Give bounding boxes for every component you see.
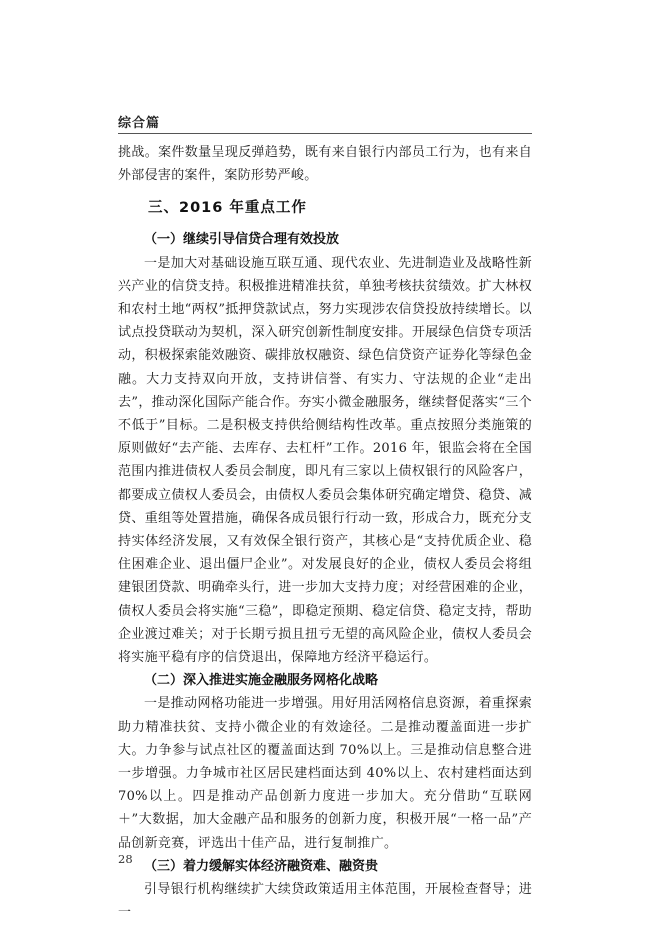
- intro-paragraph: 挑战。案件数量呈现反弹趋势，既有来自银行内部员工行为，也有来自外部侵害的案件，案防形势严峻。: [118, 145, 532, 184]
- page-number: 28: [118, 852, 133, 866]
- header-rule: [118, 133, 532, 134]
- body-paragraph: 一是加大对基础设施互联互通、现代农业、先进制造业及战略性新兴产业的信贷支持。积极推进精准扶贫，单独考核扶贫绩效。扩大林权和农村土地“两权”抵押贷款试点，努力实现涉农信贷投放持续增长。以试点投贷联动为契机，深入研究创新性制度安排。开展绿色信贷专项活动，积极探索能效融资、碳排放权融资、绿色信贷资产证券化等绿色金融。大力支持双向开放，支持讲信誉、有实力、守法规的企业“走出去”，推动深化国际产能合作。夯实小微金融服务，继续督促落实“三个不低于”目标。二是积极支持供给侧结构性改革。重点按照分类施策的原则做好“去产能、去库存、去杠杆”工作。2016 年，银监会将在全国范围内推进债权人委员会制度，即凡有三家以上债权银行的风险客户，都要成立债权人委员会，由债权人委员会集体研究确定增贷、稳贷、减贷、重组等处置措施，确保各成员银行行动一致，形成合力，既充分支持实体经济发展，又有效保全银行资产，其核心是“支持优质企业、稳住困难企业、退出僵尸企业”。对发展良好的企业，债权人委员会将组建银团贷款、明确牵头行，进一步加大支持力度；对经营困难的企业，债权人委员会将实施“三稳”，即稳定预期、稳定信贷、稳定支持，帮助企业渡过难关；对于长期亏损且扭亏无望的高风险企业，债权人委员会将实施平稳有序的信贷退出，保障地方经济平稳运行。: [118, 255, 532, 666]
- body-paragraph: 一是推动网格功能进一步增强。用好用活网格信息资源，着重探索助力精准扶贫、支持小微企业的有效途径。二是推动覆盖面进一步扩大。力争参与试点社区的覆盖面达到 70%以上。三是推动信息整合进一步增强。力争城市社区居民建档面达到 40%以上、农村建档面达到 70%以上。四是推动产品创新力度进一步加大。充分借助“互联网＋”大数据，加大金融产品和服务的创新力度，积极开展“一格一品”产品创新竞赛，评选出十佳产品，进行复制推广。: [118, 696, 532, 851]
- body-paragraph: 引导银行机构继续扩大续贷政策适用主体范围，开展检查督导；进一: [118, 882, 532, 921]
- running-head: 综合篇: [118, 116, 161, 131]
- text-block: [118, 141, 532, 925]
- subsection-heading: （一）继续引导信贷合理有效投放: [144, 232, 340, 248]
- subsection-heading: （三）着力缓解实体经济融资难、融资贵: [144, 858, 379, 874]
- subsection-heading: （二）深入推进实施金融服务网格化战略: [144, 673, 379, 689]
- section-title: 三、2016 年重点工作: [148, 200, 307, 217]
